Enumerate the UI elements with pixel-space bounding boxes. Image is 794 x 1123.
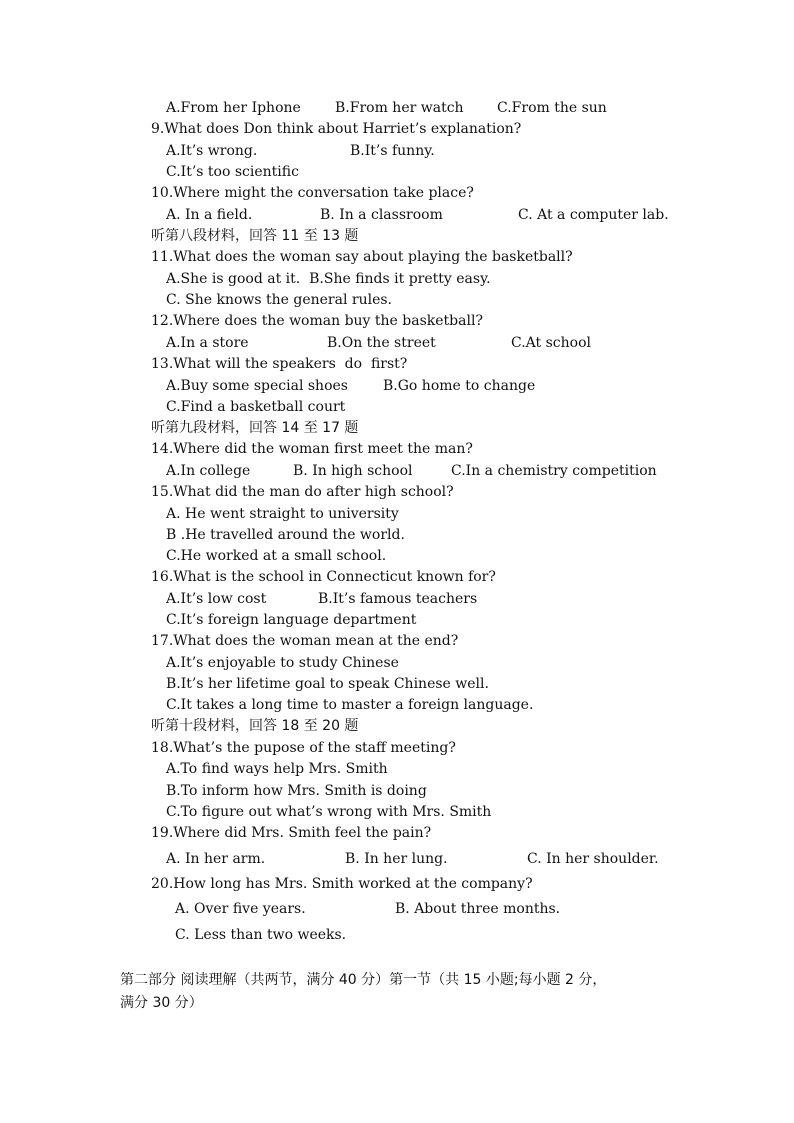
q18-stem: 18.What’s the pupose of the staff meeting? — [151, 740, 456, 756]
q19-stem: 19.Where did Mrs. Smith feel the pain? — [151, 825, 432, 841]
q20-option-a: A. Over five years. — [175, 901, 306, 917]
q10-stem: 10.Where might the conversation take place? — [151, 185, 474, 201]
section-9-heading: 听第九段材料，回答 14 至 17 题 — [151, 420, 359, 436]
q15-option-b: B .He travelled around the world. — [166, 527, 405, 543]
q16-option-a: A.It’s low cost — [166, 591, 267, 607]
q20-stem: 20.How long has Mrs. Smith worked at the company? — [151, 876, 533, 892]
q14-option-b: B. In high school — [293, 463, 413, 479]
section-10-heading: 听第十段材料，回答 18 至 20 题 — [151, 718, 359, 734]
q9-stem: 9.What does Don think about Harriet’s explanation? — [151, 121, 522, 137]
q8-option-b: B.From her watch — [335, 100, 464, 116]
q14-stem: 14.Where did the woman first meet the man? — [151, 441, 473, 457]
q15-option-a: A. He went straight to university — [166, 506, 399, 522]
q13-stem: 13.What will the speakers do first? — [151, 356, 408, 372]
q11-stem: 11.What does the woman say about playing the basketball? — [151, 249, 573, 265]
q17-stem: 17.What does the woman mean at the end? — [151, 633, 459, 649]
q14-option-a: A.In college — [166, 463, 251, 479]
q15-stem: 15.What did the man do after high school? — [151, 484, 454, 500]
q16-option-b: B.It’s famous teachers — [318, 591, 478, 607]
q12-option-a: A.In a store — [166, 335, 249, 351]
q19-option-b: B. In her lung. — [345, 851, 448, 867]
q11-option-c: C. She knows the general rules. — [166, 292, 393, 308]
section-8-heading: 听第八段材料，回答 11 至 13 题 — [151, 228, 359, 244]
q9-option-b: B.It’s funny. — [350, 143, 435, 159]
q13-option-b: B.Go home to change — [383, 378, 536, 394]
q12-option-b: B.On the street — [327, 335, 436, 351]
q14-option-c: C.In a chemistry competition — [451, 463, 657, 479]
q10-option-c: C. At a computer lab. — [518, 207, 669, 223]
q15-option-c: C.He worked at a small school. — [166, 548, 387, 564]
q9-option-a: A.It’s wrong. — [166, 143, 258, 159]
q13-option-c: C.Find a basketball court — [166, 399, 346, 415]
q19-option-a: A. In her arm. — [166, 851, 266, 867]
q9-option-c: C.It’s too scientific — [166, 164, 299, 180]
q18-option-a: A.To find ways help Mrs. Smith — [166, 761, 388, 777]
part-2-heading-line-2: 满分 30 分） — [120, 995, 203, 1011]
part-2-heading-line-1: 第二部分 阅读理解（共两节，满分 40 分）第一节（共 15 小题;每小题 2 分， — [120, 972, 607, 988]
q10-option-b: B. In a classroom — [320, 207, 443, 223]
q20-option-c: C. Less than two weeks. — [175, 927, 347, 943]
q12-stem: 12.Where does the woman buy the basketball? — [151, 313, 483, 329]
q8-option-c: C.From the sun — [497, 100, 607, 116]
q17-option-b: B.It’s her lifetime goal to speak Chinese well. — [166, 676, 489, 692]
q16-option-c: C.It’s foreign language department — [166, 612, 417, 628]
q13-option-a: A.Buy some special shoes — [166, 378, 348, 394]
q8-option-a: A.From her Iphone — [166, 100, 301, 116]
q17-option-a: A.It’s enjoyable to study Chinese — [166, 655, 399, 671]
q18-option-b: B.To inform how Mrs. Smith is doing — [166, 783, 427, 799]
q17-option-c: C.It takes a long time to master a foreign language. — [166, 697, 534, 713]
q16-stem: 16.What is the school in Connecticut known for? — [151, 569, 496, 585]
q20-option-b: B. About three months. — [395, 901, 561, 917]
q11-option-ab: A.She is good at it. B.She finds it pretty easy. — [166, 271, 491, 287]
q19-option-c: C. In her shoulder. — [527, 851, 659, 867]
q10-option-a: A. In a field. — [166, 207, 253, 223]
q12-option-c: C.At school — [511, 335, 591, 351]
q18-option-c: C.To figure out what’s wrong with Mrs. Smith — [166, 804, 492, 820]
